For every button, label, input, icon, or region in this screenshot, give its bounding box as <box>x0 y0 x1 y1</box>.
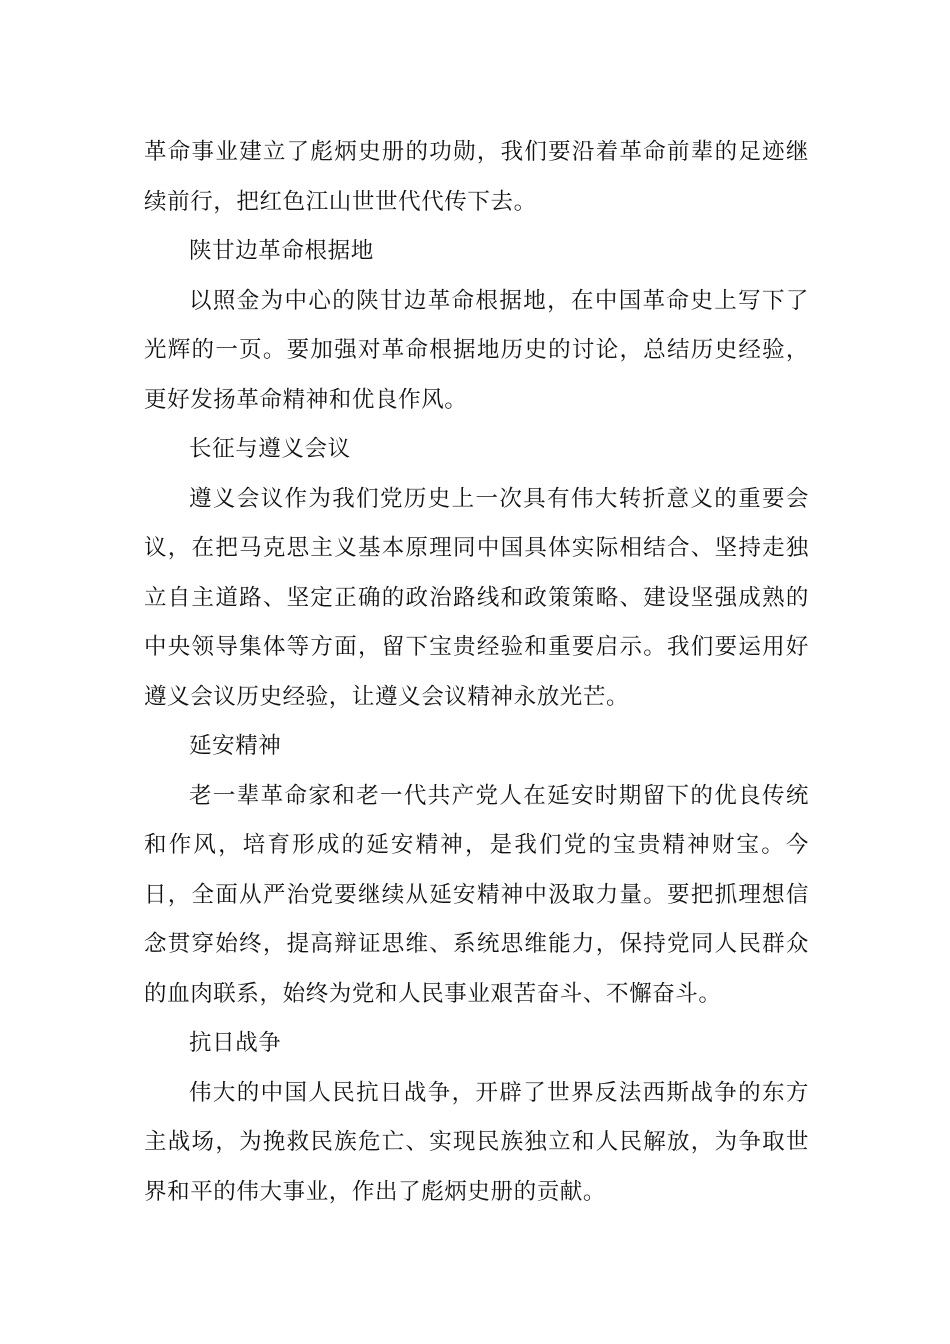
paragraph-zunyi: 遵义会议作为我们党历史上一次具有伟大转折意义的重要会议，在把马克思主义基本原理同中国具体实际相结合、坚持走独立自主道路、坚定正确的政治路线和政策策略、建设坚强成熟的中央领导集体等方面，留下宝贵经验和重要启示。我们要运用好遵义会议历史经验，让遵义会议精神永放光芒。 <box>144 485 809 710</box>
section-heading-anti-japanese-war: 抗日战争 <box>189 1030 282 1056</box>
paragraph-anti-japanese-war: 伟大的中国人民抗日战争，开辟了世界反法西斯战争的东方主战场，为挽救民族危亡、实现民族独立和人民解放，为争取世界和平的伟大事业，作出了彪炳史册的贡献。 <box>144 1079 809 1205</box>
section-heading-long-march: 长征与遵义会议 <box>189 436 351 462</box>
document-body <box>144 128 809 1217</box>
section-heading-shaanganbian: 陕甘边革命根据地 <box>189 238 374 264</box>
paragraph-yanan: 老一辈革命家和老一代共产党人在延安时期留下的优良传统和作风，培育形成的延安精神，是我们党的宝贵精神财宝。今日，全面从严治党要继续从延安精神中汲取力量。要把抓理想信念贯穿始终，提高辩证思维、系统思维能力，保持党同人民群众的血肉联系，始终为党和人民事业艰苦奋斗、不懈奋斗。 <box>144 782 809 1007</box>
paragraph-shaanganbian: 以照金为中心的陕甘边革命根据地，在中国革命史上写下了光辉的一页。要加强对革命根据地历史的讨论，总结历史经验，更好发扬革命精神和优良作风。 <box>144 287 809 413</box>
section-heading-yanan: 延安精神 <box>189 733 282 759</box>
paragraph-continued: 革命事业建立了彪炳史册的功勋，我们要沿着革命前辈的足迹继续前行，把红色江山世世代代传下去。 <box>144 139 809 215</box>
